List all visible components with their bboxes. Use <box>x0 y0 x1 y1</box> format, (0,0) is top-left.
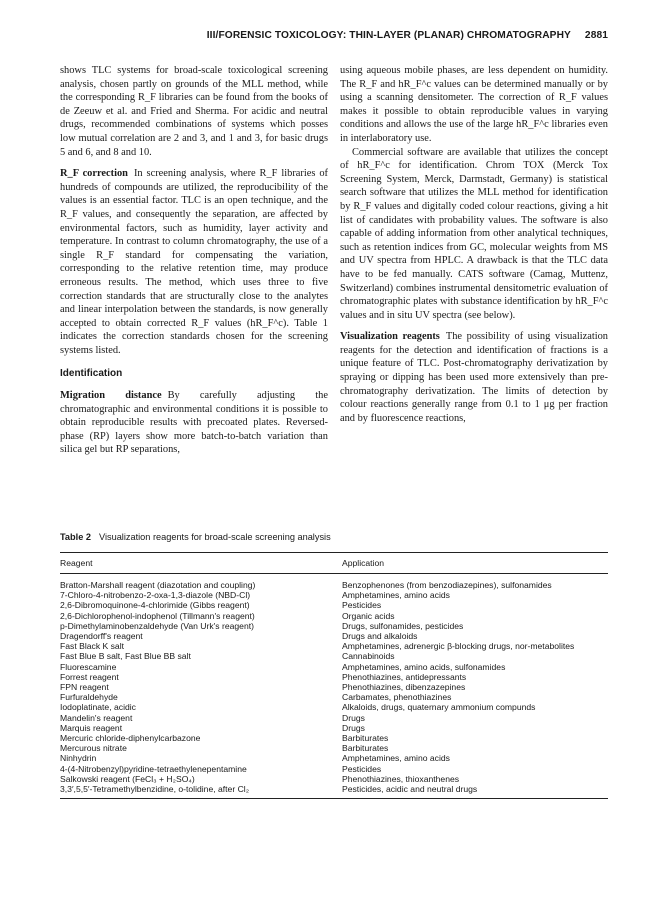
table-row <box>60 692 608 702</box>
table-row <box>60 590 608 600</box>
paragraph: Commercial software are available that utilizes the concept of hR_F^c for identification. Chrom TOX (Merck Tox Screening System, Merck, Darmstadt, Germany) is statistical search software that utilizes the MLL method for identification by R_F values and digitally coded colour reactions, giving a hit list of candidates with probability values. The software is also capable of adding information from other analytical techniques, such as retention indices from GC, molecular weights from MS and UV spectra from HPLC. A drawback is that the TLC data have to be fed manually. CATS software (Camag, Muttenz, Switzerland) combines instrumental densitometric evaluation of chromatographic plates with substance identification by hR_F^c values and in situ UV spectra (see below). <box>340 146 608 321</box>
table-row <box>60 621 608 631</box>
paragraph-text: In screening analysis, where R_F libraries of hundreds of compounds are utilized, the reproducibility of the values is an essential factor. TLC is an open technique, and the R_F values, and consequently the separation, are affected by environmental factors, such as humidity, layer activity and temperature. In contrast to column chromatography, the use of a single R_F standard for compensating the variation, corresponding to the relative retention time, may produce erroneous results. The method, which uses three to five correction standards that are structurally close to the analytes and linear interpolation between the standards, is now generally accepted to obtain corrected R_F values (hR_F^c). Table 1 indicates the correction standards chosen for the screening systems listed. <box>60 168 328 356</box>
application-cell: Organic acids <box>342 610 395 621</box>
application-cell: Amphetamines, amino acids, sulfonamides <box>342 661 506 672</box>
running-header <box>60 30 608 41</box>
reagent-cell: Fast Blue B salt, Fast Blue BB salt <box>60 651 191 662</box>
table-2 <box>60 532 608 799</box>
body-columns <box>60 64 608 457</box>
page-number: 2881 <box>584 30 608 41</box>
reagent-cell: Fluorescamine <box>60 661 117 672</box>
application-cell: Carbamates, phenothiazines <box>342 692 452 703</box>
right-column <box>340 64 608 457</box>
table-row <box>60 580 608 590</box>
table-row <box>60 713 608 723</box>
table-row <box>60 631 608 641</box>
table-row <box>60 764 608 774</box>
application-cell: Benzophenones (from benzodiazepines), sulfonamides <box>342 580 552 590</box>
application-cell: Amphetamines, amino acids <box>342 590 450 601</box>
reagent-cell: 4-(4-Nitrobenzyl)pyridine-tetraethylenepentamine <box>60 763 247 774</box>
application-cell: Drugs and alkaloids <box>342 631 418 642</box>
paragraph-text: By carefully adjusting the chromatographic and environmental conditions it is possible to obtain reproducible results with precoated plates. Reversed-phase (RP) layers show more batch-to-batch variation than silica gel but RP separations, <box>60 390 328 456</box>
application-cell: Amphetamines, adrenergic β-blocking drugs, nor-metabolites <box>342 641 575 652</box>
paragraph-text: The possibility of using visualization reagents for the detection and identification of fractions is a unique feature of TLC. Post-chromatography derivatization by spraying or dipping has been used more extensively than pre-chromatography derivatization. The limits of detection by colour reactions generally range from 0.1 to 1 μg per fraction and by fluorescence reactions, <box>340 331 608 424</box>
application-cell: Phenothiazines, thioxanthenes <box>342 773 460 784</box>
reagent-cell: Bratton-Marshall reagent (diazotation and coupling) <box>60 580 256 590</box>
reagent-cell: Ninhydrin <box>60 753 97 764</box>
reagent-cell: p-Dimethylaminobenzaldehyde (Van Urk's reagent) <box>60 620 254 631</box>
paragraph-rf-correction <box>60 167 328 357</box>
reagent-cell: Mercuric chloride-diphenylcarbazone <box>60 733 201 744</box>
reagent-cell: Iodoplatinate, acidic <box>60 702 136 713</box>
running-title: III/FORENSIC TOXICOLOGY: THIN-LAYER (PLANAR) CHROMATOGRAPHY <box>206 30 571 41</box>
paragraph-migration-distance <box>60 389 328 457</box>
table-row <box>60 753 608 763</box>
reagent-cell: Furfuraldehyde <box>60 692 118 703</box>
application-cell: Barbiturates <box>342 743 389 754</box>
runin-heading: Visualization reagents <box>340 331 440 343</box>
table-row <box>60 743 608 753</box>
application-cell: Phenothiazines, antidepressants <box>342 671 467 682</box>
reagent-cell: Dragendorff's reagent <box>60 631 143 642</box>
table-row <box>60 733 608 743</box>
table-caption-text: Visualization reagents for broad-scale screening analysis <box>98 532 331 542</box>
table-row <box>60 651 608 661</box>
reagent-cell: FPN reagent <box>60 682 109 693</box>
table-row <box>60 682 608 692</box>
reagent-cell: Marquis reagent <box>60 722 123 733</box>
application-cell: Phenothiazines, dibenzazepines <box>342 682 466 693</box>
table-body <box>60 574 608 799</box>
application-cell: Drugs <box>342 722 365 733</box>
left-column <box>60 64 328 457</box>
application-cell: Barbiturates <box>342 733 389 744</box>
application-cell: Pesticides, acidic and neutral drugs <box>342 784 478 795</box>
table-header-row <box>60 552 608 574</box>
paragraph: using aqueous mobile phases, are less dependent on humidity. The R_F and hR_F^c values can be determined manually or by using a scanning densitometer. The correction of R_F values makes it possible to obtain reproducible values in varying conditions and allows the use of the large hR_F^c libraries even in interlaboratory use. <box>340 65 608 144</box>
application-cell: Drugs <box>342 712 365 723</box>
reagent-cell: Mandelin's reagent <box>60 712 133 723</box>
table-row <box>60 774 608 784</box>
table-row <box>60 723 608 733</box>
column-header-application: Application <box>342 558 385 568</box>
application-cell: Cannabinoids <box>342 651 395 662</box>
column-header-reagent: Reagent <box>60 558 93 568</box>
reagent-cell: 2,6-Dibromoquinone-4-chlorimide (Gibbs reagent) <box>60 600 250 611</box>
reagent-cell: Mercurous nitrate <box>60 743 127 754</box>
reagent-cell: Salkowski reagent (FeCl₃ + H₂SO₄) <box>60 773 195 784</box>
table-row <box>60 600 608 610</box>
runin-heading: R_F correction <box>60 168 128 180</box>
table-row <box>60 784 608 794</box>
table-caption <box>60 532 608 542</box>
reagent-cell: Fast Black K salt <box>60 641 124 652</box>
paragraph-visualization-reagents <box>340 330 608 425</box>
runin-heading: Migration distance <box>60 390 162 402</box>
reagent-cell: 3,3′,5,5′-Tetramethylbenzidine, o-tolidine, after Cl₂ <box>60 784 250 795</box>
section-heading: Identification <box>60 368 123 380</box>
table-row <box>60 672 608 682</box>
reagent-cell: 2,6-Dichlorophenol-indophenol (Tillmann's reagent) <box>60 610 255 621</box>
table-row <box>60 641 608 651</box>
application-cell: Alkaloids, drugs, quaternary ammonium compunds <box>342 702 536 713</box>
application-cell: Pesticides <box>342 600 382 611</box>
application-cell: Amphetamines, amino acids <box>342 753 450 764</box>
table-row <box>60 702 608 712</box>
reagent-cell: 7-Chloro-4-nitrobenzo-2-oxa-1,3-diazole (NBD-Cl) <box>60 590 251 601</box>
reagent-cell: Forrest reagent <box>60 671 119 682</box>
paragraph: shows TLC systems for broad-scale toxicological screening analysis, chosen partly on grounds of the MLL method, while the corresponding R_F libraries can be found from the books of de Zeeuw et al. and Fried and Sherma. For acidic and neutral drugs, recommended combinations of systems which posses low mutual correlation are 2 and 3, and 1 and 3, for basic drugs 5 and 6, and 8 and 10. <box>60 65 328 158</box>
application-cell: Drugs, sulfonamides, pesticides <box>342 620 464 631</box>
table-row <box>60 611 608 621</box>
table-label: Table 2 <box>60 532 91 542</box>
application-cell: Pesticides <box>342 763 382 774</box>
table-row <box>60 662 608 672</box>
